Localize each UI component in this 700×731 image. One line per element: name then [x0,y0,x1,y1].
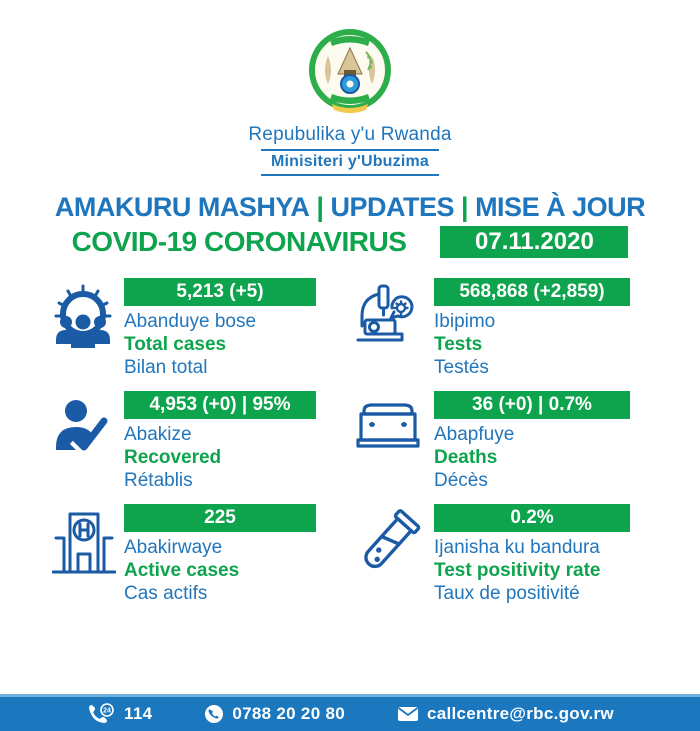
separator: | [316,192,324,222]
stat-label-rw: Abakize [124,424,192,445]
people-virus-icon [52,282,114,350]
hotline-number: 114 [124,704,153,723]
coffin-icon [352,395,424,457]
stat-label-en: Total cases [124,334,227,355]
whatsapp-icon [204,704,224,724]
microscope-icon [352,282,422,350]
headline-part-rw: AMAKURU MASHYA [54,192,310,222]
stat-value: 4,953 (+0) | 95% [124,391,316,419]
svg-text:24: 24 [103,707,111,715]
rwanda-coat-of-arms-icon [302,24,398,120]
stat-label-en: Tests [434,334,483,355]
stat-label-rw: Abakirwaye [124,537,223,558]
stat-label-rw: Abanduye bose [124,311,257,332]
test-tube-icon [352,508,422,580]
stat-label-rw: Abapfuye [434,424,515,445]
headline-part-fr: MISE À JOUR [475,192,646,222]
email-address: callcentre@rbc.gov.rw [426,704,614,723]
stat-label-en: Active cases [124,560,240,581]
stat-card-tests [352,278,630,379]
whatsapp-item [204,704,345,724]
stat-label-en: Deaths [434,447,498,468]
stat-card-total-cases [52,278,316,379]
headline-title [0,192,700,223]
email-icon [397,706,419,722]
hotline-item [86,702,152,726]
stat-card-deaths [352,391,630,492]
country-name: Repubulika y'u Rwanda [248,124,452,145]
stat-label-rw: Ijanisha ku bandura [434,537,600,558]
email-item [397,704,614,724]
stat-card-active-cases [52,504,316,605]
stat-card-recovered [52,391,316,492]
covid-subtitle: COVID-19 CORONAVIRUS [71,226,407,257]
phone-24-icon [86,702,116,726]
separator: | [461,192,469,222]
stat-label-fr: Décès [434,470,488,491]
headline [0,192,700,258]
stat-label-fr: Testés [434,357,489,378]
report-date-badge: 07.11.2020 [440,226,628,258]
headline-part-en: UPDATES [330,192,454,222]
brand-header [0,24,700,176]
stat-value: 36 (+0) | 0.7% [434,391,630,419]
divider [261,149,439,151]
stat-value: 0.2% [434,504,630,532]
stat-label-fr: Taux de positivité [434,583,580,604]
stat-value: 5,213 (+5) [124,278,316,306]
stats-grid [52,278,630,605]
stat-label-en: Test positivity rate [434,560,601,581]
stat-label-rw: Ibipimo [434,311,496,332]
divider [261,174,439,176]
ministry-name: Minisiteri y'Ubuzima [270,153,430,170]
whatsapp-number: 0788 20 20 80 [232,704,345,723]
hospital-icon [52,508,116,578]
stat-label-en: Recovered [124,447,222,468]
stat-label-fr: Rétablis [124,470,193,491]
person-check-icon [52,395,116,461]
stat-label-fr: Cas actifs [124,583,208,604]
stat-label-fr: Bilan total [124,357,208,378]
footer-contact-bar [0,694,700,731]
stat-value: 225 [124,504,316,532]
stat-value: 568,868 (+2,859) [434,278,630,306]
stat-card-positivity [352,504,630,605]
